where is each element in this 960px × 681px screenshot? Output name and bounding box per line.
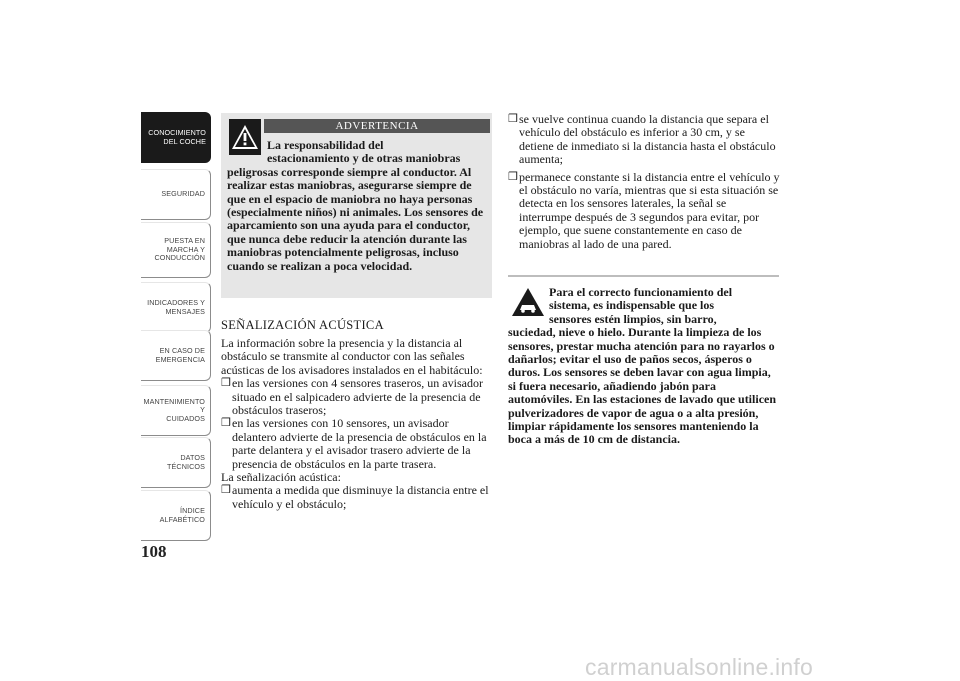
list-item [221, 484, 493, 511]
divider [508, 275, 779, 277]
list-item [221, 417, 493, 471]
cleaning-note [508, 286, 776, 447]
tab-label: EN CASO DE EMERGENCIA [155, 345, 205, 364]
list-item-text: permanece constante si la distancia entre el vehículo y el obstáculo no varía, mientras que si esta situación se detecta en los sensores laterales, la señal se interrumpe después de 3 segundos para evitar, por ejemplo, que suene constantemente en caso de maniobras al lado de una pared. [519, 169, 780, 251]
tab-emergencia[interactable] [141, 330, 211, 381]
tab-label: DATOS TÉCNICOS [167, 452, 205, 471]
tab-label: PUESTA EN MARCHA Y CONDUCCIÓN [154, 236, 205, 263]
warning-line-2: estacionamiento y de otras maniobras [267, 151, 461, 166]
tab-label: MANTENIMIENTO Y CUIDADOS [143, 396, 205, 423]
tab-seguridad[interactable] [141, 169, 211, 220]
list-item [221, 377, 493, 417]
right-column [508, 113, 780, 251]
note-line-1: Para el correcto funcionamiento del [549, 285, 733, 299]
tab-label: INDICADORES Y MENSAJES [147, 297, 205, 316]
bullet-icon: ❒ [508, 113, 518, 125]
tab-indicadores[interactable] [141, 282, 211, 333]
list-item-text: en las versiones con 10 sensores, un avisador delantero advierte de la presencia de obstáculos en la parte delantera y el avisador trasero advierte de la presencia de obstáculos en la parte trasera. [232, 416, 487, 471]
tab-datos-tecnicos[interactable] [141, 437, 211, 488]
bullet-icon: ❒ [221, 484, 231, 497]
list-item-text: se vuelve continua cuando la distancia que separa el vehículo del obstáculo es inferior a 30 cm, y se detiene de inmediato si la distancia hasta el obstáculo aumenta; [519, 112, 776, 167]
watermark: carmanualsonline.info [585, 654, 813, 680]
tab-indice[interactable] [141, 490, 211, 541]
note-line-3: sensores estén limpios, sin barro, [549, 311, 717, 326]
note-line-2: sistema, es indispensable que los [549, 298, 715, 313]
warning-line-1: La responsabilidad del [267, 138, 384, 152]
bullet-icon: ❒ [508, 170, 518, 183]
tab-label: ÍNDICE ALFABÉTICO [159, 505, 205, 524]
warning-body: peligrosas corresponde siempre al conductor. Al realizar estas maniobras, asegurarse siempre de que en el espacio de maniobra no haya personas (especialmente niños) ni animales. Los sensores de aparcamiento son una ayuda para el conductor, que nunca debe reducir la atención durante las maniobras potencialmente peligrosas, incluso cuando se realizan a poca velocidad. [227, 164, 484, 273]
page-number: 108 [141, 542, 167, 561]
tab-label: CONOCIMIENTO DEL COCHE [148, 127, 206, 146]
bullet-icon: ❒ [221, 417, 231, 430]
tab-conocimiento-del-coche[interactable] [141, 112, 211, 163]
left-column [221, 337, 493, 511]
note-body: suciedad, nieve o hielo. Durante la limpieza de los sensores, prestar mucha atención para no rayarlos o dañarlos; evitar el uso de paños secos, ásperos o duros. Los sensores se deben lavar con agua limpia, si fuera necesario, añadiendo jabón para automóviles. En las estaciones de lavado que utilicen pulverizadores de vapor de agua o a alta presión, limpiar rápidamente los sensores manteniendo la boca a más de 10 cm de distancia. [508, 325, 777, 447]
signal-label: La señalización acústica: [221, 470, 341, 485]
list-item-text: en las versiones con 4 sensores traseros, un avisador situado en el salpicadero advierte de la presencia de obstáculos traseros; [232, 376, 483, 418]
tab-label: SEGURIDAD [161, 189, 205, 199]
section-heading: SEÑALIZACIÓN ACÚSTICA [221, 318, 384, 332]
intro-paragraph: La información sobre la presencia y la distancia al obstáculo se transmite al conductor con las señales acústicas de los avisadores instalados en el habitáculo: [221, 336, 483, 377]
tab-puesta-en-marcha[interactable] [141, 222, 211, 278]
tab-mantenimiento[interactable] [141, 385, 211, 436]
list-item-text: aumenta a medida que disminuye la distancia entre el vehículo y el obstáculo; [232, 483, 489, 511]
warning-title: ADVERTENCIA [264, 119, 490, 133]
list-item [508, 113, 780, 167]
list-item [508, 171, 780, 251]
bullet-icon: ❒ [221, 377, 231, 390]
warning-text [227, 139, 489, 273]
